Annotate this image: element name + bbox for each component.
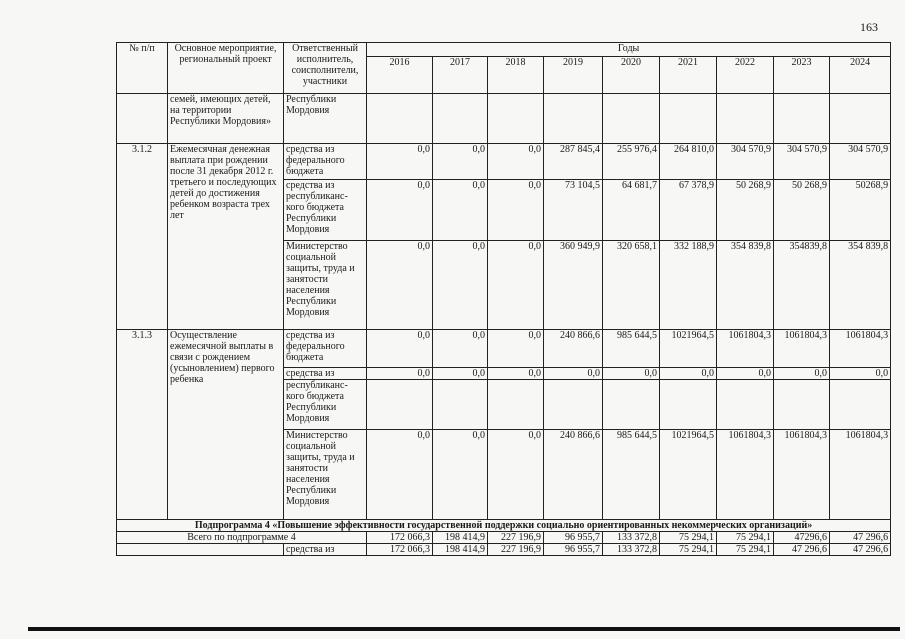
table-row [117,520,891,532]
cell-value: 0,0 [660,368,717,380]
cell-value: 1061804,3 [717,330,774,368]
cell-measure: Осуществление ежемесячной выплаты в связи с рождением (усыновлением) первого ребенка [168,330,284,520]
cell-value: 0,0 [433,180,488,241]
cell-value: 0,0 [367,330,433,368]
header-year: 2024 [830,57,891,94]
cell-value: 0,0 [488,180,544,241]
table-row [117,144,891,180]
cell-source: Министерство социальной защиты, труда и занятости населения Республики Мордовия [284,241,367,330]
cell-value: 264 810,0 [660,144,717,180]
cell-value: 255 976,4 [603,144,660,180]
table-row [117,94,891,144]
cell-source: республиканс- кого бюджета Республики Мордовия [284,380,367,430]
cell-value: 287 845,4 [544,144,603,180]
page-bottom-edge [28,627,900,631]
cell-value: 50 268,9 [774,180,830,241]
cell-value: 198 414,9 [433,544,488,556]
cell-value: 985 644,5 [603,430,660,520]
cell-source: средства из федерального бюджета [284,144,367,180]
cell-value: 0,0 [433,241,488,330]
header-measure: Основное мероприятие, региональный проект [168,43,284,94]
cell-value: 1061804,3 [830,330,891,368]
cell-value: 172 066,3 [367,532,433,544]
cell-value: 0,0 [367,430,433,520]
cell-num [117,94,168,144]
cell-value: 0,0 [488,144,544,180]
cell-value: 133 372,8 [603,532,660,544]
cell-value: 354 839,8 [717,241,774,330]
cell-value: 354839,8 [774,241,830,330]
cell-measure: семей, имеющих детей, на территории Республики Мордовия» [168,94,284,144]
cell-value: 50 268,9 [717,180,774,241]
cell-value: 0,0 [433,144,488,180]
cell-measure: Ежемесячная денежная выплата при рождении после 31 декабря 2012 г. третьего и последующих детей до достижения ребенком возраста трех лет [168,144,284,330]
cell-value: 354 839,8 [830,241,891,330]
table-row [117,532,891,544]
cell-value: 332 188,9 [660,241,717,330]
cell-value: 0,0 [488,330,544,368]
header-responsible: Ответственный исполнитель, соисполнители, участники [284,43,367,94]
cell-value: 0,0 [488,430,544,520]
header-year: 2018 [488,57,544,94]
table-row [117,330,891,368]
page-number: 163 [860,20,878,34]
cell-value: 96 955,7 [544,544,603,556]
cell-value: 1061804,3 [774,430,830,520]
cell-value: 172 066,3 [367,544,433,556]
cell-value: 227 196,9 [488,532,544,544]
cell-source: средства из [284,368,367,380]
cell-value: 0,0 [433,368,488,380]
cell-source: средства из республиканс- кого бюджета Республики Мордовия [284,180,367,241]
cell-value: 320 658,1 [603,241,660,330]
cell-value: 0,0 [488,241,544,330]
cell-value: 50268,9 [830,180,891,241]
cell-value: 0,0 [367,144,433,180]
cell-num: 3.1.3 [117,330,168,520]
cell-value: 1061804,3 [774,330,830,368]
cell-value: 133 372,8 [603,544,660,556]
cell-value: 1021964,5 [660,330,717,368]
cell-source: Министерство социальной защиты, труда и занятости населения Республики Мордовия [284,430,367,520]
cell-value: 240 866,6 [544,430,603,520]
cell-value: 0,0 [367,368,433,380]
cell-value: 985 644,5 [603,330,660,368]
cell-value: 64 681,7 [603,180,660,241]
cell-value: 0,0 [717,368,774,380]
cell-value: 198 414,9 [433,532,488,544]
header-num: № п/п [117,43,168,94]
cell-value: 0,0 [774,368,830,380]
cell-value: 0,0 [433,430,488,520]
cell-value: 73 104,5 [544,180,603,241]
cell-value: 0,0 [544,368,603,380]
header-year: 2016 [367,57,433,94]
subprogram-title: Подпрограмма 4 «Повышение эффективности государственной поддержки социально ориентированных некоммерческих организаций» [117,520,891,532]
cell-value: 304 570,9 [717,144,774,180]
cell-value: 1061804,3 [717,430,774,520]
header-year: 2021 [660,57,717,94]
cell-value: 0,0 [367,241,433,330]
header-year: 2020 [603,57,660,94]
cell-source: средства из [284,544,367,556]
header-year: 2023 [774,57,830,94]
cell-value: 0,0 [603,368,660,380]
cell-source: средства из федерального бюджета [284,330,367,368]
header-years: Годы [367,43,891,57]
cell-value: 47296,6 [774,532,830,544]
cell-value: 67 378,9 [660,180,717,241]
cell-value: 75 294,1 [660,544,717,556]
header-year: 2022 [717,57,774,94]
cell-value: 47 296,6 [830,532,891,544]
cell-value: 360 949,9 [544,241,603,330]
cell-value: 0,0 [433,330,488,368]
cell-value: 75 294,1 [717,544,774,556]
header-year: 2019 [544,57,603,94]
budget-table [116,42,891,556]
cell-value: 96 955,7 [544,532,603,544]
cell-value: 1061804,3 [830,430,891,520]
cell-value: 1021964,5 [660,430,717,520]
cell-value: 0,0 [830,368,891,380]
cell-value: 0,0 [367,180,433,241]
cell-value: 304 570,9 [774,144,830,180]
cell-responsible: Республики Мордовия [284,94,367,144]
cell-value: 227 196,9 [488,544,544,556]
table-row [117,544,891,556]
total-label: Всего по подпрограмме 4 [117,532,367,544]
cell-num: 3.1.2 [117,144,168,330]
cell-value: 0,0 [488,368,544,380]
cell-value: 47 296,6 [774,544,830,556]
cell-value: 47 296,6 [830,544,891,556]
header-year: 2017 [433,57,488,94]
cell-value: 75 294,1 [660,532,717,544]
cell-value: 304 570,9 [830,144,891,180]
cell-value: 75 294,1 [717,532,774,544]
cell-value: 240 866,6 [544,330,603,368]
